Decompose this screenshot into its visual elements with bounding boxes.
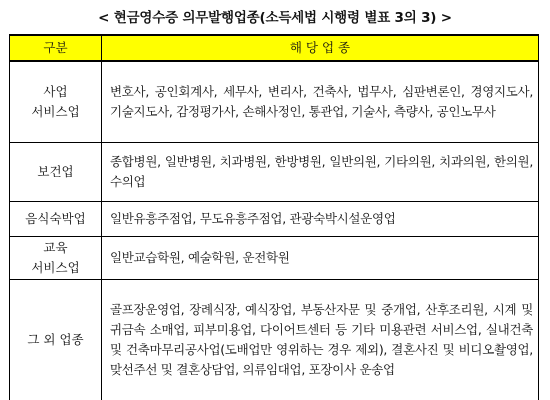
row-business-list: 일반유흥주점업, 무도유흥주점업, 관광숙박시설운영업 (102, 202, 539, 237)
row-business-list: 골프장운영업, 장례식장, 예식장업, 부동산자문 및 중개업, 산후조리원, 시계 및 귀금속 소매업, 피부미용업, 다이어트센터 등 기타 미용관련 서비스업, 실내건축 및 건축마무리공사업(도배업만 영위하는 경우 제외), 결혼사진 및 비디오촬영업, 맞선주선 및 결혼상담업, 의류임대업, 포장이사 운송업 (102, 280, 539, 400)
row-category-cell (10, 143, 102, 202)
header-businesses: 해 당 업 종 (102, 35, 539, 61)
category-label-line: 보건업 (37, 164, 74, 179)
row-business-list: 일반교습학원, 예술학원, 운전학원 (102, 237, 539, 280)
category-label-line: 교육 (43, 240, 68, 255)
category-label-line: 그 외 업종 (27, 332, 84, 347)
table-row (10, 202, 539, 237)
table-row (10, 143, 539, 202)
table-row (10, 280, 539, 400)
row-category-cell (10, 61, 102, 143)
table-header-row (10, 35, 539, 61)
table-row (10, 61, 539, 143)
business-category-table (9, 34, 539, 400)
category-label-line: 서비스업 (31, 260, 80, 275)
row-business-list: 변호사, 공인회계사, 세무사, 변리사, 건축사, 법무사, 심판변론인, 경영지도사, 기술지도사, 감정평가사, 손해사정인, 통관업, 기술사, 측량사, 공인노무사 (102, 61, 539, 143)
row-category-cell (10, 280, 102, 400)
row-category-cell (10, 202, 102, 237)
category-label-line: 서비스업 (31, 104, 80, 119)
row-business-list: 종합병원, 일반병원, 치과병원, 한방병원, 일반의원, 기타의원, 치과의원, 한의원, 수의업 (102, 143, 539, 202)
table-row (10, 237, 539, 280)
document-title: < 현금영수증 의무발행업종(소득세법 시행령 별표 3의 3) > (98, 10, 452, 26)
row-category-cell (10, 237, 102, 280)
header-category: 구분 (10, 35, 102, 61)
category-label-line: 사업 (43, 84, 68, 99)
category-label-line: 음식숙박업 (25, 211, 86, 226)
